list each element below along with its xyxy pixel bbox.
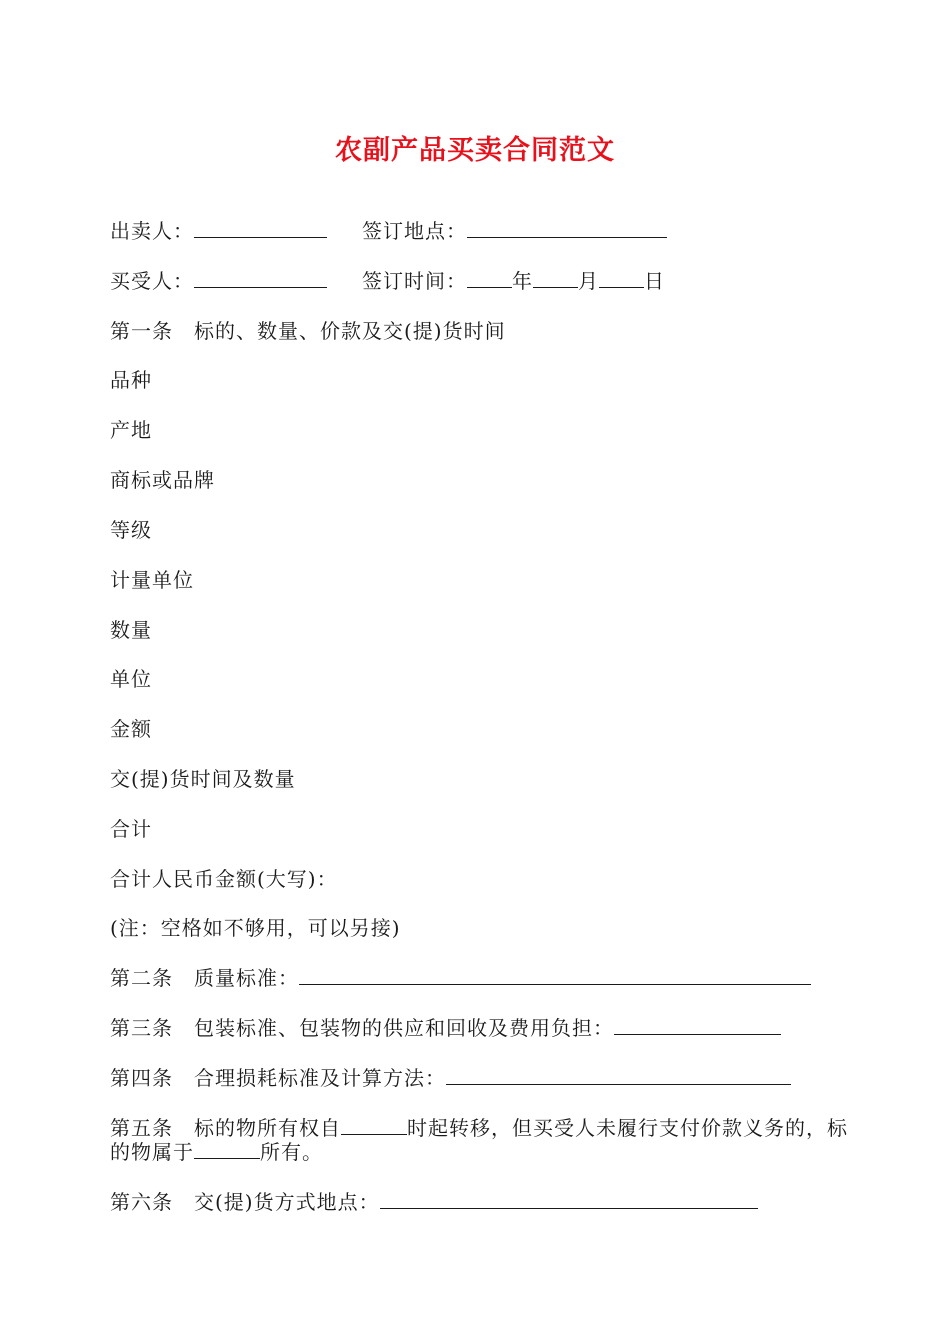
article-2-blank[interactable] [299, 966, 811, 985]
buyer-label: 买受人： [110, 269, 194, 293]
item-unit: 单位 [110, 667, 152, 691]
article-1: 第一条 标的、数量、价款及交(提)货时间 [110, 319, 506, 343]
article-5 [110, 1116, 850, 1164]
article-2-label: 第二条 质量标准： [110, 966, 299, 990]
article-3-blank[interactable] [614, 1016, 781, 1035]
year-blank[interactable] [467, 269, 512, 288]
document-title: 农副产品买卖合同范文 [335, 135, 615, 166]
item-total-rmb: 合计人民币金额(大写)： [110, 867, 338, 891]
item-total: 合计 [110, 817, 152, 841]
article-5-blank-2[interactable] [194, 1140, 260, 1159]
month-label: 月 [578, 269, 599, 293]
buyer-blank[interactable] [194, 269, 327, 288]
article-5-part-a: 第五条 标的物所有权自 [110, 1116, 341, 1140]
item-quantity: 数量 [110, 618, 152, 642]
article-6-blank[interactable] [380, 1190, 758, 1209]
article-3 [110, 1016, 781, 1040]
item-amount: 金额 [110, 717, 152, 741]
item-brand: 商标或品牌 [110, 468, 215, 492]
item-grade: 等级 [110, 518, 152, 542]
year-label: 年 [512, 269, 533, 293]
item-origin: 产地 [110, 418, 152, 442]
article-6-label: 第六条 交(提)货方式地点： [110, 1190, 380, 1214]
place-blank[interactable] [467, 219, 667, 238]
item-variety: 品种 [110, 368, 152, 392]
day-blank[interactable] [599, 269, 644, 288]
article-6 [110, 1190, 758, 1214]
month-blank[interactable] [533, 269, 578, 288]
note: (注：空格如不够用，可以另接) [110, 916, 401, 940]
time-label: 签订时间： [362, 269, 467, 293]
article-5-part-b: 时起转移，但买受人未履行支付价款义务的，标的物属于 [110, 1116, 848, 1164]
item-delivery-time: 交(提)货时间及数量 [110, 767, 296, 791]
article-5-part-c: 所有。 [260, 1140, 323, 1164]
article-5-blank-1[interactable] [341, 1116, 407, 1135]
item-unit-of-measure: 计量单位 [110, 568, 194, 592]
seller-label: 出卖人： [110, 219, 194, 243]
day-label: 日 [644, 269, 665, 293]
article-2 [110, 966, 811, 990]
article-4-blank[interactable] [446, 1066, 791, 1085]
article-4 [110, 1066, 791, 1090]
place-label: 签订地点： [362, 219, 467, 243]
article-3-label: 第三条 包装标准、包装物的供应和回收及费用负担： [110, 1016, 614, 1040]
seller-blank[interactable] [194, 219, 327, 238]
buyer-row [110, 269, 665, 293]
article-4-label: 第四条 合理损耗标准及计算方法： [110, 1066, 446, 1090]
seller-row [110, 219, 667, 243]
